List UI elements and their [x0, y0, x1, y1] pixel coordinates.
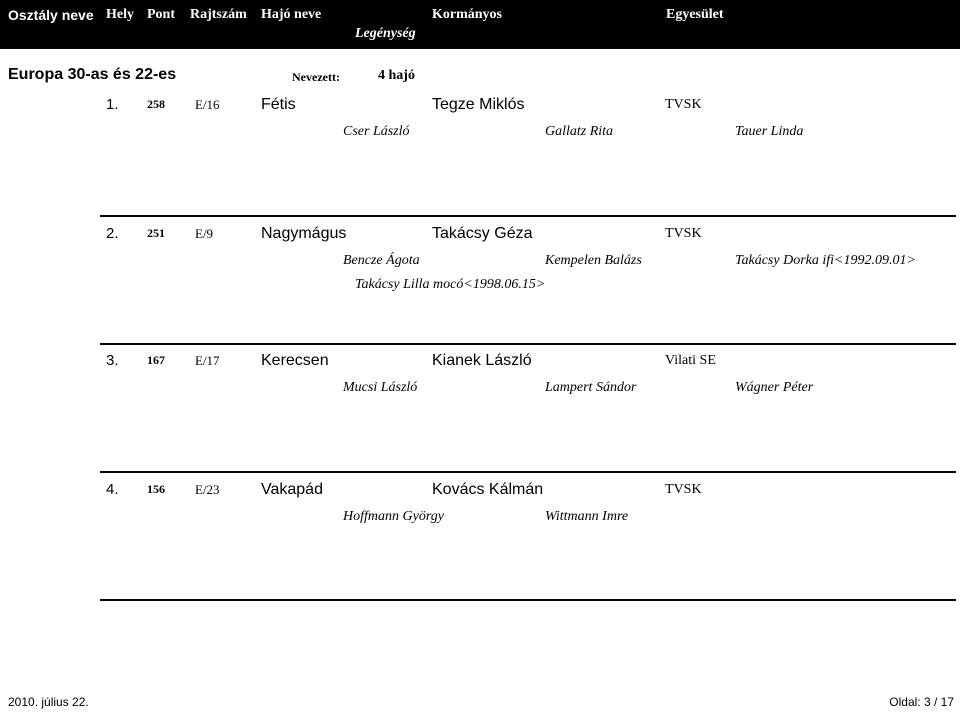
crew-member: Wittmann Imre — [545, 509, 629, 524]
crew-member: Cser László — [343, 124, 410, 139]
header-boat-name: Hajó neve — [261, 7, 322, 22]
entry-hull-no: E/9 — [195, 226, 214, 241]
crew-member: Wágner Péter — [735, 380, 814, 395]
row-separator — [100, 343, 956, 345]
header-place: Hely — [106, 7, 134, 22]
entry-boat: Nagymágus — [261, 225, 347, 242]
footer-page-number: Oldal: 3 / 17 — [889, 695, 954, 709]
crew-member: Takácsy Lilla mocó<1998.06.15> — [355, 277, 546, 292]
header-helmsman: Kormányos — [432, 7, 502, 22]
entry-club: TVSK — [665, 226, 702, 241]
entry-place: 1. — [106, 96, 119, 113]
crew-member: Mucsi László — [343, 380, 418, 395]
crew-member: Kempelen Balázs — [545, 253, 642, 268]
crew-member: Tauer Linda — [735, 124, 804, 139]
crew-member: Takácsy Dorka ifi<1992.09.01> — [735, 253, 916, 268]
entry-boat: Kerecsen — [261, 352, 329, 369]
row-separator — [100, 215, 956, 217]
crew-member: Bencze Ágota — [343, 253, 420, 268]
crew-member: Lampert Sándor — [545, 380, 637, 395]
header-class-name: Osztály neve — [8, 7, 94, 23]
row-separator — [100, 471, 956, 473]
entry-boat: Vakapád — [261, 481, 323, 498]
entry-club: Vilati SE — [665, 353, 716, 368]
entry-helmsman: Kianek László — [432, 352, 532, 369]
entry-place: 2. — [106, 225, 119, 242]
class-title: Europa 30-as és 22-es — [8, 66, 177, 83]
entry-start-no: 156 — [147, 482, 165, 496]
header-start-no: Rajtszám — [190, 7, 247, 22]
entry-start-no: 258 — [147, 97, 165, 111]
entry-hull-no: E/16 — [195, 97, 220, 112]
row-separator — [100, 599, 956, 601]
entered-label: Nevezett: — [292, 70, 340, 84]
entry-hull-no: E/17 — [195, 353, 220, 368]
entry-hull-no: E/23 — [195, 482, 220, 497]
entry-place: 4. — [106, 481, 119, 498]
entry-boat: Fétis — [261, 96, 296, 113]
entry-helmsman: Tegze Miklós — [432, 96, 525, 113]
footer-date: 2010. július 22. — [8, 695, 89, 709]
entry-club: TVSK — [665, 97, 702, 112]
entry-start-no: 167 — [147, 353, 165, 367]
entry-start-no: 251 — [147, 226, 165, 240]
entry-helmsman: Kovács Kálmán — [432, 481, 544, 498]
header-points: Pont — [147, 7, 175, 22]
crew-member: Gallatz Rita — [545, 124, 614, 139]
header-club: Egyesület — [666, 7, 724, 22]
header-crew: Legénység — [355, 26, 416, 41]
entry-club: TVSK — [665, 482, 702, 497]
entered-value: 4 hajó — [378, 68, 415, 83]
entry-place: 3. — [106, 352, 119, 369]
crew-member: Hoffmann György — [343, 509, 444, 524]
entry-helmsman: Takácsy Géza — [432, 225, 533, 242]
